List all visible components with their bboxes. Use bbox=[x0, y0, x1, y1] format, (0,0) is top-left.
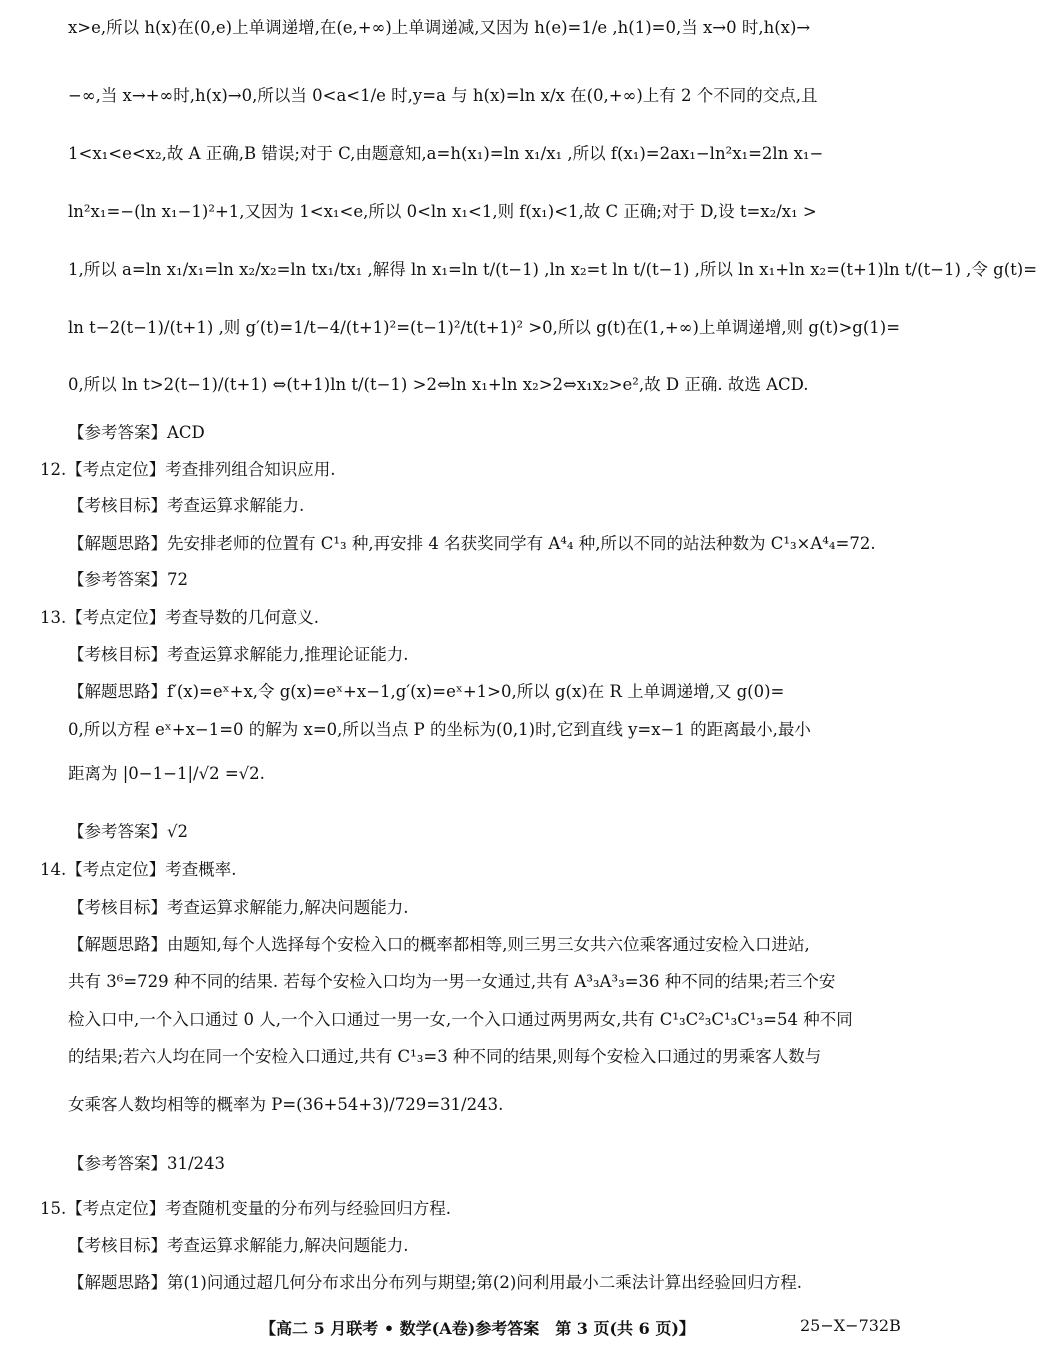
text-line: 共有 3⁶=729 种不同的结果. 若每个安检入口均为一男一女通过,共有 A³₃A³₃=36 种不同的结果;若三个安 bbox=[68, 972, 836, 991]
text-line: 【考核目标】考查运算求解能力,解决问题能力. bbox=[68, 898, 409, 917]
section-header-12: 12.【考点定位】考查排列组合知识应用. bbox=[40, 460, 336, 479]
answer-line: 【参考答案】31/243 bbox=[68, 1154, 226, 1173]
answer-line: 【参考答案】ACD bbox=[68, 423, 205, 442]
text-line: 检入口中,一个入口通过 0 人,一个入口通过一男一女,一个入口通过两男两女,共有 C¹₃C²₃C¹₃C¹₃=54 种不同 bbox=[68, 1010, 853, 1029]
text-line: 【解题思路】由题知,每个人选择每个安检入口的概率都相等,则三男三女共六位乘客通过安检入口进站, bbox=[68, 935, 810, 954]
answer-line: 【参考答案】√2 bbox=[68, 822, 189, 841]
text-line: x>e,所以 h(x)在(0,e)上单调递增,在(e,+∞)上单调递减,又因为 h(e)=1/e ,h(1)=0,当 x→0 时,h(x)→ bbox=[68, 18, 811, 37]
footer-code: 25−X−732B bbox=[800, 1316, 901, 1335]
text-line: 女乘客人数均相等的概率为 P=(36+54+3)/729=31/243. bbox=[68, 1095, 504, 1114]
text-line: 【考核目标】考查运算求解能力,推理论证能力. bbox=[68, 645, 409, 664]
text-line: 0,所以 ln t>2(t−1)/(t+1) ⇔(t+1)ln t/(t−1) >2⇔ln x₁+ln x₂>2⇔x₁x₂>e²,故 D 正确. 故选 ACD. bbox=[68, 375, 809, 394]
text-line: −∞,当 x→+∞时,h(x)→0,所以当 0<a<1/e 时,y=a 与 h(x)=ln x/x 在(0,+∞)上有 2 个不同的交点,且 bbox=[68, 86, 818, 105]
text-line: 1<x₁<e<x₂,故 A 正确,B 错误;对于 C,由题意知,a=h(x₁)=ln x₁/x₁ ,所以 f(x₁)=2ax₁−ln²x₁=2ln x₁− bbox=[68, 144, 824, 163]
text-line: ln t−2(t−1)/(t+1) ,则 g′(t)=1/t−4/(t+1)²=(t−1)²/t(t+1)² >0,所以 g(t)在(1,+∞)上单调递增,则 g(t)>g(1)= bbox=[68, 318, 901, 337]
text-line: 【解题思路】第(1)问通过超几何分布求出分布列与期望;第(2)问利用最小二乘法计算出经验回归方程. bbox=[68, 1273, 803, 1292]
text-line: 【解题思路】先安排老师的位置有 C¹₃ 种,再安排 4 名获奖同学有 A⁴₄ 种,所以不同的站法种数为 C¹₃×A⁴₄=72. bbox=[68, 534, 876, 553]
text-line: 1,所以 a=ln x₁/x₁=ln x₂/x₂=ln tx₁/tx₁ ,解得 ln x₁=ln t/(t−1) ,ln x₂=t ln t/(t−1) ,所以 ln x₁+ln x₂=(t+1)ln t/(t−1) ,令 g(t)= bbox=[68, 260, 1037, 279]
text-line: 的结果;若六人均在同一个安检入口通过,共有 C¹₃=3 种不同的结果,则每个安检入口通过的男乘客人数与 bbox=[68, 1047, 822, 1066]
text-line: 【解题思路】f′(x)=eˣ+x,令 g(x)=eˣ+x−1,g′(x)=eˣ+1>0,所以 g(x)在 R 上单调递增,又 g(0)= bbox=[68, 682, 785, 701]
section-header-14: 14.【考点定位】考查概率. bbox=[40, 860, 237, 879]
footer-title: 【高二 5 月联考 • 数学(A卷)参考答案 第 3 页(共 6 页)】 bbox=[260, 1319, 695, 1338]
text-line: ln²x₁=−(ln x₁−1)²+1,又因为 1<x₁<e,所以 0<ln x₁<1,则 f(x₁)<1,故 C 正确;对于 D,设 t=x₂/x₁ > bbox=[68, 202, 817, 221]
text-line: 【考核目标】考查运算求解能力. bbox=[68, 496, 305, 515]
section-header-13: 13.【考点定位】考查导数的几何意义. bbox=[40, 608, 319, 627]
text-line: 距离为 |0−1−1|/√2 =√2. bbox=[68, 764, 265, 783]
text-line: 0,所以方程 eˣ+x−1=0 的解为 x=0,所以当点 P 的坐标为(0,1)时,它到直线 y=x−1 的距离最小,最小 bbox=[68, 720, 811, 739]
text-line: 【考核目标】考查运算求解能力,解决问题能力. bbox=[68, 1236, 409, 1255]
answer-line: 【参考答案】72 bbox=[68, 570, 188, 589]
section-header-15: 15.【考点定位】考查随机变量的分布列与经验回归方程. bbox=[40, 1199, 451, 1218]
